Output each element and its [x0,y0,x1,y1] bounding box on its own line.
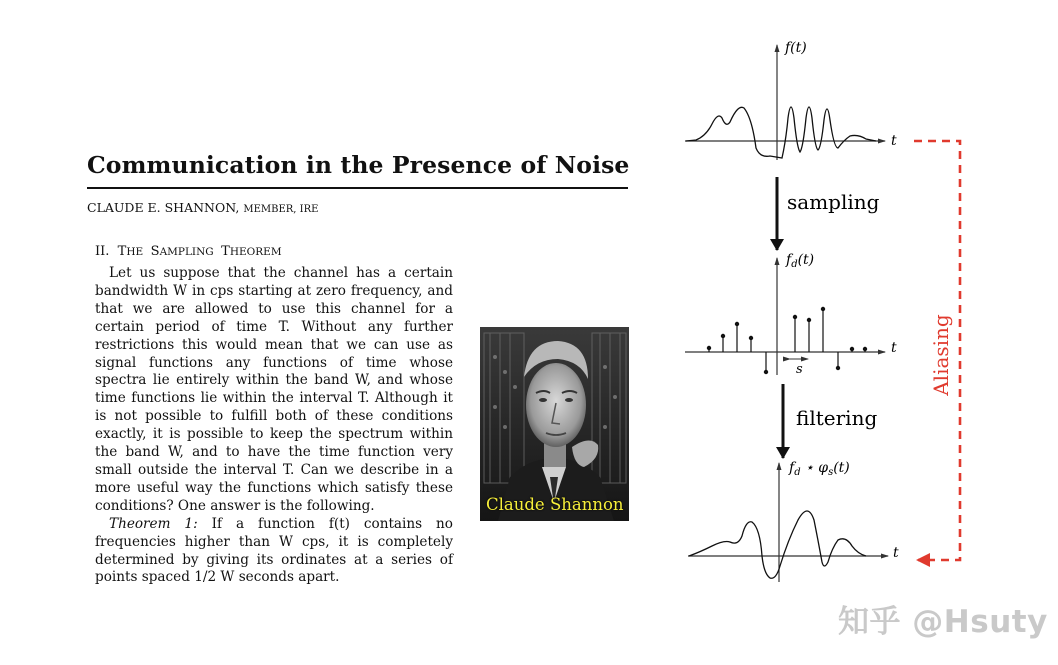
section-title-part: AMPLING [159,246,217,258]
filtering-label: filtering [796,406,878,430]
signal-curve [686,107,876,158]
plot3-label: $f_d$ ⋆ $\varphi_s(t)$ [789,460,850,478]
section-title-part: T [221,244,230,259]
sample-point [821,307,825,311]
sample-point [850,347,854,351]
sampling-label: sampling [787,190,880,214]
plot1-label: f(t) [785,40,807,56]
plot2-label: $f_d(t)$ [786,252,815,270]
plot-samples [685,252,897,377]
spacing-label: s [796,362,803,377]
sample-point [721,334,725,338]
section-number: II. [95,244,110,259]
plot2-axis-label: t [891,340,897,356]
section-title-part: S [150,244,160,259]
reconstructed-curve [689,511,866,578]
sample-point [807,318,811,322]
section-title-part: HEOREM [229,246,282,258]
plot-signal [685,40,897,160]
aliasing-label: Aliasing [929,314,953,396]
sample-point [836,366,840,370]
section-title-part: HE [126,246,147,258]
sample-point [735,322,739,326]
author-name: CLAUDE E. SHANNON, [87,200,240,215]
theorem-text: If a function f(t) contains no frequencies higher than W cps, it is completely determined by giving its ordinates at a series of points spaced 1/2 W seconds apart. [95,515,453,586]
theorem-label: Theorem 1: [109,515,198,532]
plot-reconstruction [688,460,899,582]
sample-point [749,336,753,340]
sample-point [863,347,867,351]
paper-title: Communication in the Presence of Noise [87,151,630,179]
photo-caption: Claude Shannon [486,495,624,514]
sample-point [793,315,797,319]
section-title-part: T [117,244,127,259]
plot1-axis-label: t [891,133,897,149]
sample-stems [707,307,867,374]
watermark: 知乎 @Hsuty [838,604,1048,640]
plot3-axis-label: t [893,545,899,561]
sample-point [707,346,711,350]
body-paragraph: Let us suppose that the channel has a certain bandwidth W in cps starting at zero frequency, and that we are allowed to use this channel for a certain period of time T. Without any further restrictions this would mean that we can use as signal functions any functions of time whose spectra lie entirely within the band W, and whose time functions lie within the interval T. Although it is not possible to fulfill both of these conditions exactly, it is possible to keep the spectrum within the band W, and to have the time function very small outside the interval T. Can we describe in a more useful way the functions which satisfy these conditions? One answer is the following. [95,265,453,514]
author-role: MEMBER, IRE [243,204,319,215]
sample-point [764,370,768,374]
